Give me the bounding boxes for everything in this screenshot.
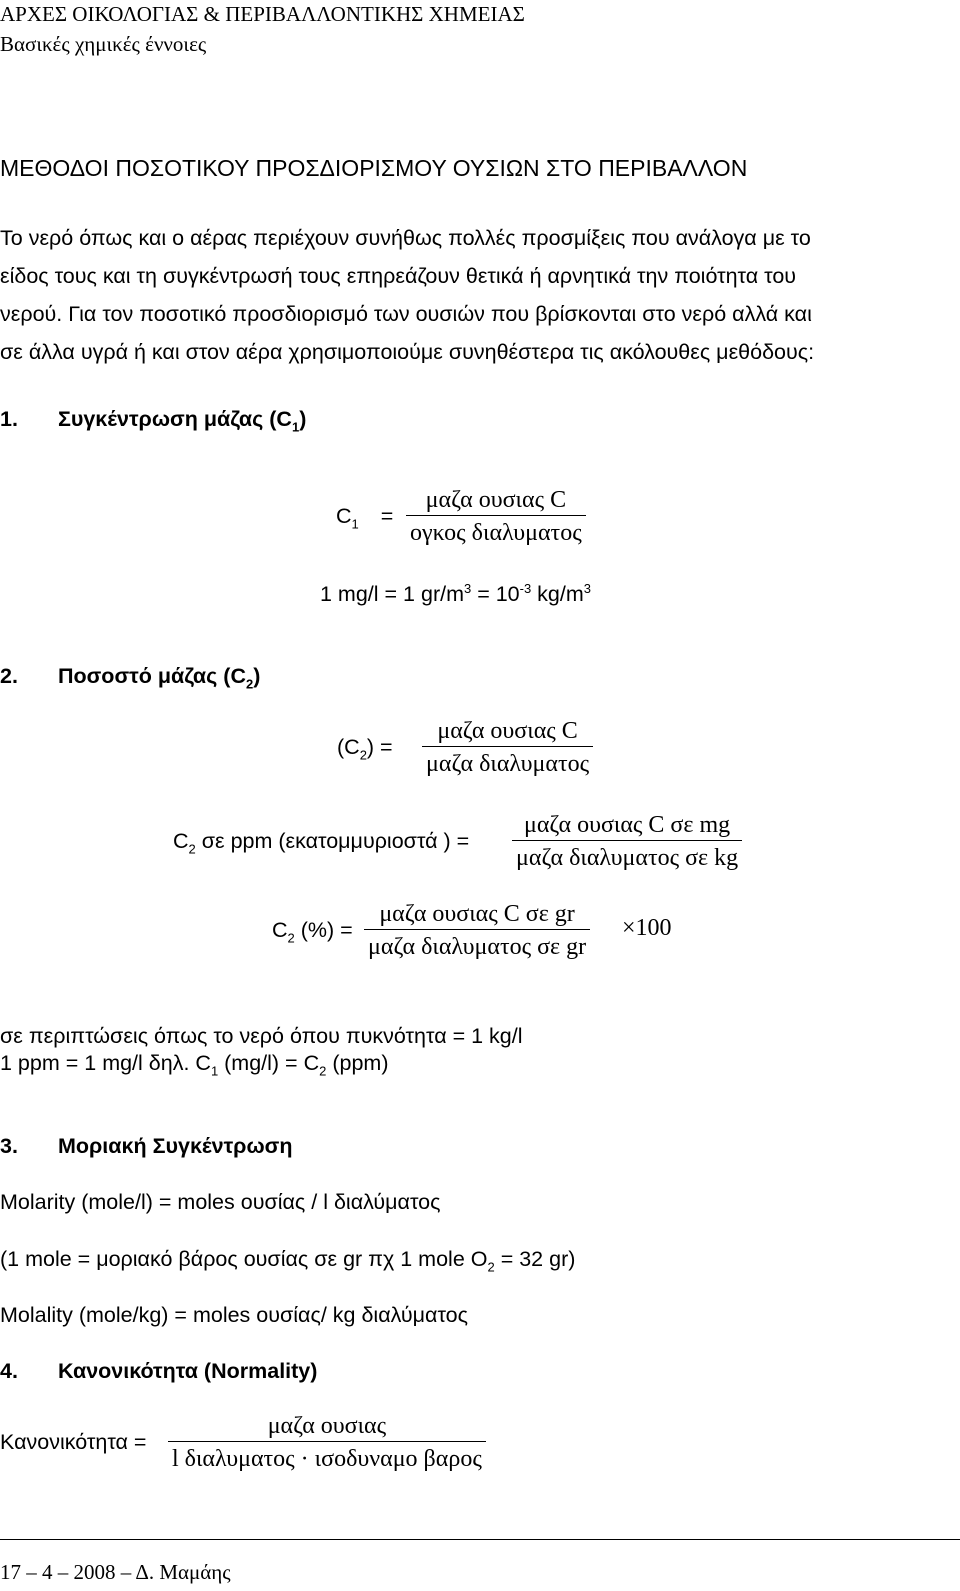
- intro-line-2: είδος τους και τη συγκέντρωσή τους επηρεάζουν θετικά ή αρνητικά την ποιότητα του: [0, 264, 797, 288]
- fraction-denominator: μαζα διαλυματος σε gr: [364, 929, 590, 964]
- formula-2a-lhs: $(C_2)$ =: [337, 735, 393, 763]
- formula-2c-multiplier: ×100: [622, 915, 672, 941]
- mole-definition-line: (1 mole = μοριακό βάρος ουσίας σε gr πχ 1 mole $O_2 = 32$ gr): [0, 1247, 576, 1275]
- course-title: ΑΡΧΕΣ ΟΙΚΟΛΟΓΙΑΣ & ΠΕΡΙΒΑΛΛΟΝΤΙΚΗΣ ΧΗΜΕΙΑΣ: [0, 2, 525, 26]
- section-2-heading: 2. Ποσοστό μάζας $(C_2)$: [0, 664, 261, 692]
- fraction-numerator: μαζα ουσιας C: [437, 718, 578, 744]
- formula-2c-lhs: $C_2$ (%) =: [272, 918, 353, 946]
- density-note: σε περιπτώσεις όπως το νερό όπου πυκνότητα = 1 kg/l: [0, 1024, 523, 1048]
- ppm-note: 1 ppm = 1 mg/l δηλ. $C_1$ $(mg/l) = C_2$ (ppm): [0, 1051, 389, 1079]
- course-subtitle: Βασικές χημικές έννοιες: [0, 32, 207, 56]
- fraction-numerator: μαζα ουσιας: [267, 1413, 387, 1439]
- section-title: Μοριακή Συγκέντρωση: [57, 1134, 293, 1158]
- molality-line: Molality (mole/kg) = moles ουσίας/ kg διαλύματος: [0, 1303, 468, 1327]
- intro-line-3: νερού. Για τον ποσοτικό προσδιορισμό των ουσιών που βρίσκονται στο νερό αλλά και: [0, 302, 812, 326]
- fraction-numerator: μαζα ουσιας C: [425, 487, 567, 513]
- footer-text: 17 – 4 – 2008 – Δ. Μαμάης: [0, 1560, 231, 1584]
- formula-2b-lhs: $C_2$ σε ppm (εκατομμυριοστά ) =: [173, 829, 470, 857]
- formula-2b-fraction: [512, 810, 742, 875]
- section-3-heading: [0, 1134, 293, 1159]
- fraction-denominator: μαζα διαλυματος: [422, 746, 593, 781]
- fraction-numerator: μαζα ουσιας C σε mg: [523, 812, 731, 838]
- section-4-heading: [0, 1359, 317, 1384]
- section-title: Συγκέντρωση μάζας (C: [57, 407, 292, 431]
- times-symbol: ×: [622, 915, 636, 941]
- section-number: 4.: [0, 1359, 18, 1383]
- intro-line-1: Το νερό όπως και ο αέρας περιέχουν συνήθως πολλές προσμίξεις που ανάλογα με το: [0, 226, 811, 250]
- fraction-denominator: μαζα διαλυματος σε kg: [512, 840, 742, 875]
- section-number: 1.: [0, 407, 18, 431]
- intro-line-4: σε άλλα υγρά ή και στον αέρα χρησιμοποιούμε συνηθέστερα τις ακόλουθες μεθόδους:: [0, 340, 815, 364]
- section-number: 3.: [0, 1134, 18, 1158]
- fraction-numerator: μαζα ουσιας C σε gr: [379, 901, 575, 927]
- fraction-denominator: ογκος διαλυματος: [406, 515, 586, 550]
- section-1-heading: 1. Συγκέντρωση μάζας $(C_1)$: [0, 407, 307, 435]
- formula-4-lhs: Κανονικότητα =: [0, 1430, 147, 1454]
- section-title: Ποσοστό μάζας (C: [57, 664, 246, 688]
- fraction-denominator: l διαλυματος · ισοδυναμο βαρος: [168, 1441, 486, 1476]
- page-title: ΜΕΘΟΔΟΙ ΠΟΣΟΤΙΚΟΥ ΠΡΟΣΔΙΟΡΙΣΜΟΥ ΟΥΣΙΩΝ ΣΤΟ ΠΕΡΙΒΑΛΛΟΝ: [0, 155, 748, 181]
- section-number: 2.: [0, 664, 18, 688]
- footer-divider: [0, 1539, 960, 1540]
- section-title: Κανονικότητα (Normality): [57, 1359, 318, 1383]
- formula-2a-fraction: [422, 716, 593, 781]
- formula-1-lhs: $C_1$ =: [336, 504, 394, 532]
- formula-4-fraction: [168, 1411, 486, 1476]
- molarity-line: Molarity (mole/l) = moles ουσίας / l διαλύματος: [0, 1190, 441, 1214]
- formula-2c-fraction: [364, 899, 590, 964]
- unit-conversion: 1 mg/l = 1 $gr/m^3 = 10^{-3}$ $kg/m^3$: [320, 581, 592, 607]
- formula-1-fraction: [406, 485, 586, 550]
